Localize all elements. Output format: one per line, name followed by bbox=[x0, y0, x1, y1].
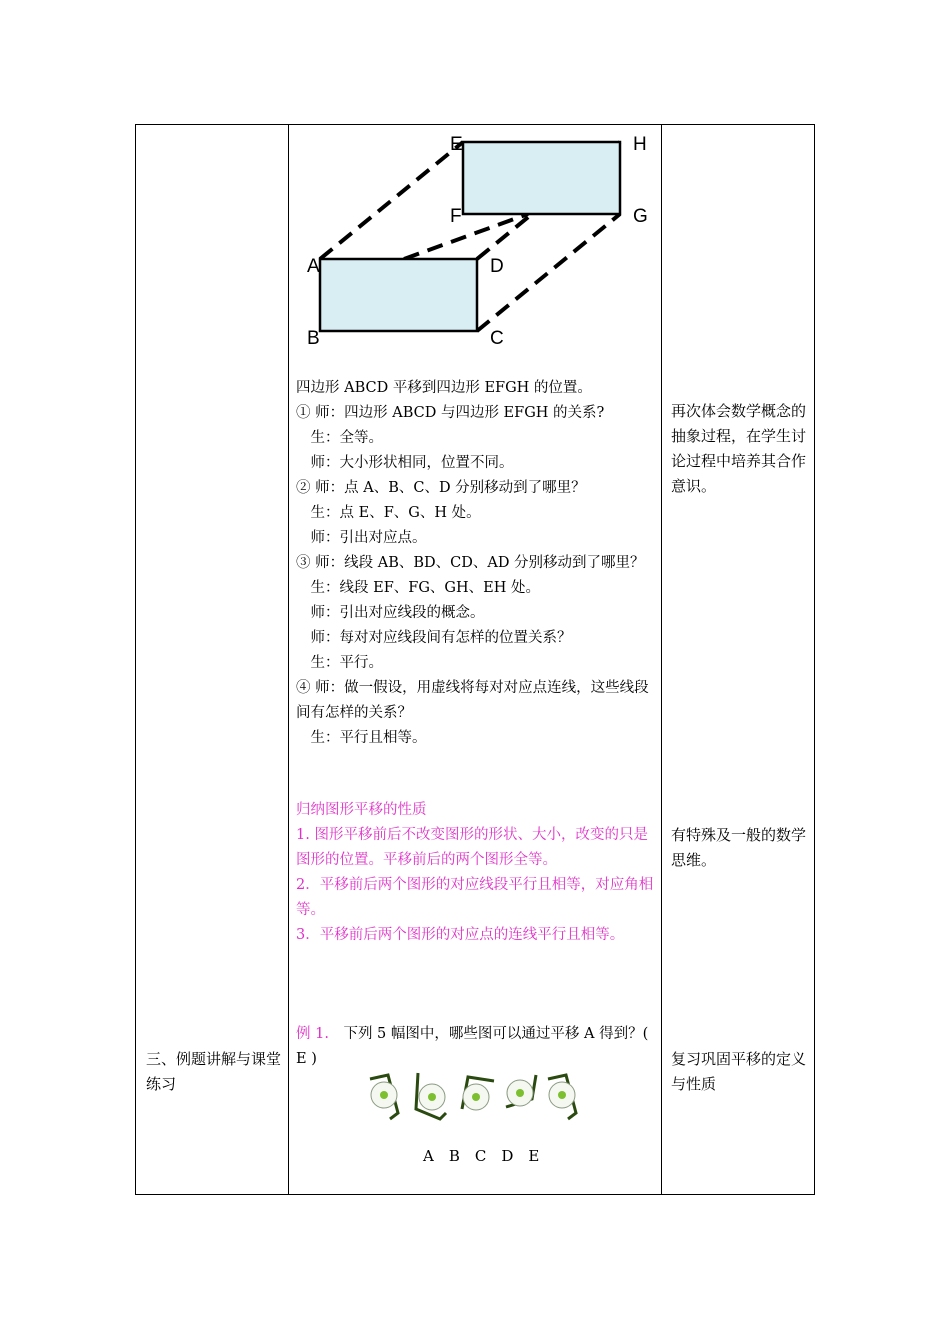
dashed-line-ae bbox=[320, 142, 463, 259]
properties-block bbox=[296, 798, 658, 948]
section-title: 三、例题讲解与课堂练习 bbox=[146, 1050, 282, 1093]
flower-b-icon bbox=[416, 1073, 446, 1119]
example-question bbox=[296, 1022, 658, 1072]
choice-letters: A B C D E bbox=[423, 1147, 540, 1165]
flower-d-icon bbox=[506, 1075, 536, 1107]
label-a: A bbox=[307, 256, 320, 277]
column-divider bbox=[661, 125, 662, 1194]
property-item: 2．平移前后两个图形的对应线段平行且相等，对应角相等。 bbox=[296, 877, 654, 918]
dialogue-line: 生：平行。 bbox=[296, 655, 383, 671]
dialogue-line: 生：线段 EF、FG、GH、EH 处。 bbox=[296, 580, 540, 596]
flower-pictures bbox=[368, 1069, 588, 1129]
rect-efgh bbox=[463, 142, 620, 214]
rect-abcd bbox=[320, 259, 477, 331]
label-f: F bbox=[450, 206, 462, 227]
dialogue-line: 四边形 ABCD 平移到四边形 EFGH 的位置。 bbox=[296, 380, 592, 396]
property-item: 1. 图形平移前后不改变图形的形状、大小，改变的只是图形的位置。平移前后的两个图形全等。 bbox=[296, 827, 648, 868]
dashed-line-diagonal bbox=[404, 214, 528, 259]
dialogue-line: 生：平行且相等。 bbox=[296, 730, 427, 746]
translation-diagram bbox=[136, 125, 661, 365]
flower-e-icon bbox=[548, 1075, 576, 1119]
dialogue-line: ③ 师：线段 AB、BD、CD、AD 分别移动到了哪里？ bbox=[296, 555, 645, 571]
dialogue-line: ① 师：四边形 ABCD 与四边形 EFGH 的关系? bbox=[296, 405, 605, 421]
label-g: G bbox=[633, 206, 648, 227]
lesson-table bbox=[135, 124, 815, 1195]
label-h: H bbox=[633, 134, 647, 155]
dialogue-line: ② 师：点 A、B、C、D 分别移动到了哪里？ bbox=[296, 480, 586, 496]
dialogue-line: 师：引出对应点。 bbox=[296, 530, 427, 546]
dialogue-line: ④ 师：做一假设，用虚线将每对对应点连线，这些线段间有怎样的关系？ bbox=[296, 680, 649, 721]
dialogue-line: 生：点 E、F、G、H 处。 bbox=[296, 505, 481, 521]
dialogue-line: 师：大小形状相同，位置不同。 bbox=[296, 455, 514, 471]
flower-a-icon bbox=[370, 1075, 398, 1119]
dialogue-block bbox=[296, 376, 658, 751]
dialogue-line: 生：全等。 bbox=[296, 430, 383, 446]
teaching-note: 复习巩固平移的定义与性质 bbox=[671, 1050, 807, 1093]
example-text: 下列 5 幅图中，哪些图可以通过平移 A 得到？( E ) bbox=[296, 1026, 649, 1067]
example-block bbox=[296, 1022, 658, 1072]
property-item: 3．平移前后两个图形的对应点的连线平行且相等。 bbox=[296, 927, 625, 943]
label-e: E bbox=[450, 134, 463, 155]
properties-title: 归纳图形平移的性质 bbox=[296, 802, 427, 818]
teaching-note: 有特殊及一般的数学思维。 bbox=[671, 826, 807, 869]
dialogue-line: 师：每对对应线段间有怎样的位置关系？ bbox=[296, 630, 572, 646]
dialogue-line: 师：引出对应线段的概念。 bbox=[296, 605, 485, 621]
example-label: 例 1. bbox=[296, 1026, 329, 1042]
label-d: D bbox=[490, 256, 504, 277]
flower-c-icon bbox=[462, 1077, 494, 1110]
label-c: C bbox=[490, 328, 504, 349]
teaching-note: 再次体会数学概念的抽象过程，在学生讨论过程中培养其合作意识。 bbox=[671, 402, 807, 495]
label-b: B bbox=[307, 328, 320, 349]
